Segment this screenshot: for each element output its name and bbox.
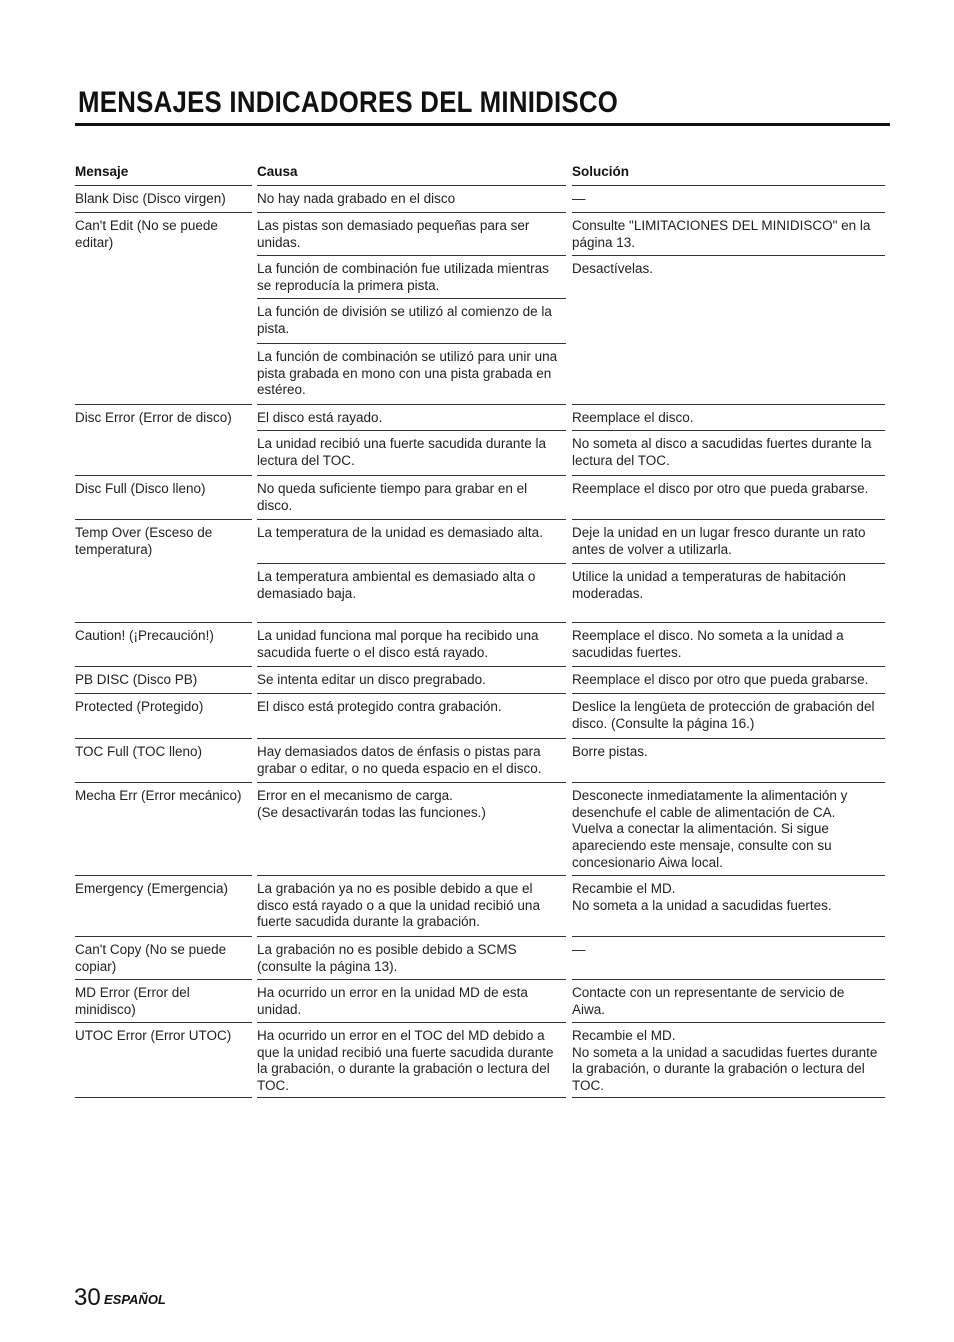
row-divider [257, 185, 566, 186]
cause-cell: La grabación no es posible debido a SCMS (consulte la página 13). [257, 942, 517, 974]
row-divider [572, 622, 885, 623]
cause-cell: La unidad recibió una fuerte sacudida durante la lectura del TOC. [257, 436, 546, 468]
row-divider [257, 979, 566, 980]
message-cell: TOC Full (TOC lleno) [75, 744, 203, 759]
cause-cell: Ha ocurrido un error en el TOC del MD debido a que la unidad recibió una fuerte sacudida durante la grabación, o durante la grabación o lectura del TOC. [257, 1028, 554, 1094]
cause-cell: La función de división se utilizó al comienzo de la pista. [257, 304, 552, 336]
row-divider [572, 875, 885, 876]
message-cell: PB DISC (Disco PB) [75, 672, 198, 687]
row-divider [257, 255, 566, 256]
cause-cell: Ha ocurrido un error en la unidad MD de esta unidad. [257, 985, 528, 1017]
row-divider [257, 666, 566, 667]
row-divider [75, 519, 252, 520]
page-language: ESPAÑOL [104, 1292, 166, 1307]
row-divider [75, 404, 252, 405]
message-cell: Emergency (Emergencia) [75, 881, 229, 896]
page-number: 30 [74, 1284, 101, 1311]
row-divider [257, 1022, 566, 1023]
cause-cell: No hay nada grabado en el disco [257, 191, 456, 206]
row-divider [572, 519, 885, 520]
row-divider [257, 875, 566, 876]
cause-cell: Error en el mecanismo de carga. (Se desactivarán todas las funciones.) [257, 788, 486, 820]
row-divider [75, 622, 252, 623]
row-divider [572, 475, 885, 476]
cause-cell: La temperatura de la unidad es demasiado alta. [257, 525, 543, 540]
solution-cell: Reemplace el disco por otro que pueda grabarse. [572, 672, 869, 687]
solution-cell: Reemplace el disco. No someta a la unidad a sacudidas fuertes. [572, 628, 844, 660]
row-divider [75, 875, 252, 876]
row-divider [572, 430, 885, 431]
solution-cell: Recambie el MD. No someta a la unidad a sacudidas fuertes durante la grabación, o durante la grabación o lectura del TOC. [572, 1028, 878, 1094]
solution-cell: Reemplace el disco por otro que pueda grabarse. [572, 481, 869, 496]
row-divider [572, 1097, 885, 1098]
page-title: MENSAJES INDICADORES DEL MINIDISCO [78, 86, 619, 119]
solution-cell: Deje la unidad en un lugar fresco durante un rato antes de volver a utilizarla. [572, 525, 866, 557]
row-divider [75, 782, 252, 783]
title-rule [75, 123, 890, 126]
cause-cell: El disco está rayado. [257, 410, 383, 425]
row-divider [572, 666, 885, 667]
header-causa: Causa [257, 164, 298, 179]
row-divider [257, 693, 566, 694]
cause-cell: Se intenta editar un disco pregrabado. [257, 672, 486, 687]
row-divider [75, 666, 252, 667]
row-divider [572, 1022, 885, 1023]
row-divider [75, 212, 252, 213]
row-divider [75, 475, 252, 476]
row-divider [572, 693, 885, 694]
cause-cell: La función de combinación se utilizó para unir una pista grabada en mono con una pista grabada en estéreo. [257, 349, 558, 398]
solution-cell: Deslice la lengüeta de protección de grabación del disco. (Consulte la página 16.) [572, 699, 875, 731]
solution-cell: Recambie el MD. No someta a la unidad a sacudidas fuertes. [572, 881, 832, 913]
solution-cell: Utilice la unidad a temperaturas de habitación moderadas. [572, 569, 846, 601]
solution-cell: Reemplace el disco. [572, 410, 694, 425]
message-cell: Protected (Protegido) [75, 699, 204, 714]
cause-cell: La unidad funciona mal porque ha recibido una sacudida fuerte o el disco está rayado. [257, 628, 539, 660]
row-divider [75, 738, 252, 739]
row-divider [572, 563, 885, 564]
row-divider [257, 519, 566, 520]
row-divider [572, 255, 885, 256]
row-divider [75, 693, 252, 694]
solution-cell: Desactívelas. [572, 261, 654, 276]
cause-cell: Las pistas son demasiado pequeñas para ser unidas. [257, 218, 530, 250]
cause-cell: La temperatura ambiental es demasiado alta o demasiado baja. [257, 569, 536, 601]
cause-cell: No queda suficiente tiempo para grabar en el disco. [257, 481, 528, 513]
row-divider [572, 979, 885, 980]
row-divider [257, 563, 566, 564]
row-divider [572, 185, 885, 186]
solution-cell: — [572, 942, 586, 957]
message-cell: UTOC Error (Error UTOC) [75, 1028, 232, 1043]
message-cell: Temp Over (Esceso de temperatura) [75, 525, 213, 557]
message-cell: Disc Error (Error de disco) [75, 410, 232, 425]
row-divider [257, 738, 566, 739]
row-divider [572, 404, 885, 405]
row-divider [75, 1097, 252, 1098]
message-cell: Disc Full (Disco lleno) [75, 481, 206, 496]
solution-cell: Consulte "LIMITACIONES DEL MINIDISCO" en la página 13. [572, 218, 871, 250]
header-mensaje: Mensaje [75, 164, 129, 179]
row-divider [572, 212, 885, 213]
row-divider [257, 936, 566, 937]
cause-cell: La función de combinación fue utilizada mientras se reproducía la primera pista. [257, 261, 549, 293]
row-divider [572, 782, 885, 783]
row-divider [257, 298, 566, 299]
cause-cell: Hay demasiados datos de énfasis o pistas para grabar o editar, o no queda espacio en el disco. [257, 744, 542, 776]
row-divider [257, 212, 566, 213]
row-divider [257, 430, 566, 431]
cause-cell: La grabación ya no es posible debido a que el disco está rayado o a que la unidad recibió una fuerte sacudida durante la grabación. [257, 881, 540, 930]
row-divider [257, 343, 566, 344]
message-cell: Can't Copy (No se puede copiar) [75, 942, 227, 974]
message-cell: Caution! (¡Precaución!) [75, 628, 214, 643]
solution-cell: Borre pistas. [572, 744, 648, 759]
message-cell: Can't Edit (No se puede editar) [75, 218, 218, 250]
solution-cell: Desconecte inmediatamente la alimentación y desenchufe el cable de alimentación de CA. Vuelva a conectar la alimentación. Si sigue apareciendo este mensaje, consulte con su concesionario Aiwa local. [572, 788, 848, 870]
header-solucion: Solución [572, 164, 629, 179]
row-divider [572, 936, 885, 937]
cause-cell: El disco está protegido contra grabación. [257, 699, 502, 714]
row-divider [257, 404, 566, 405]
solution-cell: No someta al disco a sacudidas fuertes durante la lectura del TOC. [572, 436, 872, 468]
solution-cell: — [572, 191, 586, 206]
row-divider [75, 936, 252, 937]
message-cell: Blank Disc (Disco virgen) [75, 191, 226, 206]
row-divider [257, 475, 566, 476]
row-divider [75, 185, 252, 186]
row-divider [572, 738, 885, 739]
message-cell: Mecha Err (Error mecánico) [75, 788, 242, 803]
row-divider [257, 622, 566, 623]
row-divider [257, 1097, 566, 1098]
message-cell: MD Error (Error del minidisco) [75, 985, 190, 1017]
row-divider [75, 979, 252, 980]
row-divider [75, 1022, 252, 1023]
solution-cell: Contacte con un representante de servicio de Aiwa. [572, 985, 845, 1017]
row-divider [257, 782, 566, 783]
